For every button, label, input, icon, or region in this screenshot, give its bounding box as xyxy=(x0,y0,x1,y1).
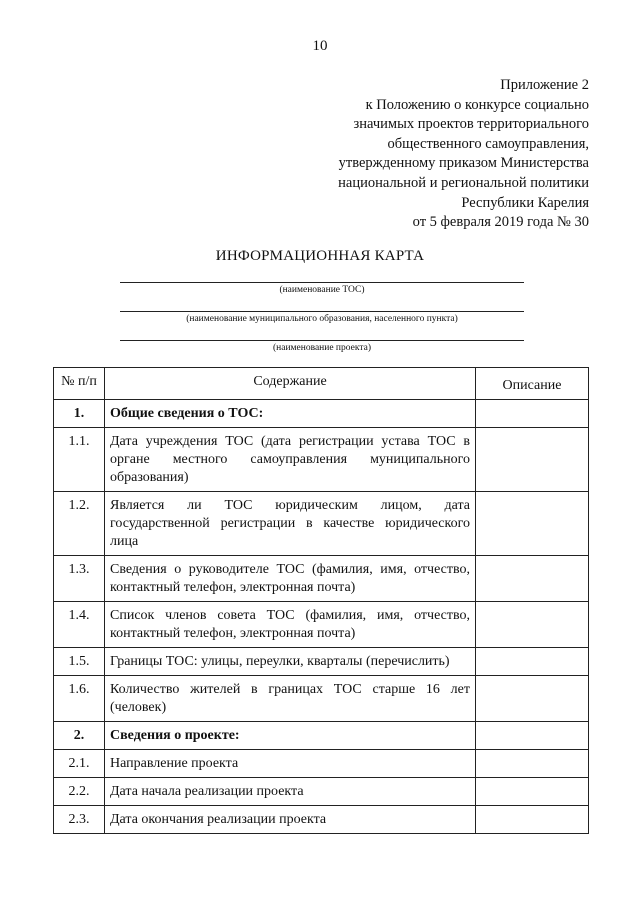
row-description-cell[interactable] xyxy=(476,722,589,750)
row-number: 1.1. xyxy=(54,428,105,492)
municipality-line xyxy=(120,311,524,312)
row-content: Общие сведения о ТОС: xyxy=(105,400,476,428)
row-number: 2.1. xyxy=(54,750,105,778)
row-content: Список членов совета ТОС (фамилия, имя, отчество, контактный телефон, электронная почта) xyxy=(105,602,476,648)
row-description-cell[interactable] xyxy=(476,778,589,806)
table-row xyxy=(54,492,589,556)
row-description-cell[interactable] xyxy=(476,806,589,834)
info-table xyxy=(53,367,589,834)
appendix-line: значимых проектов территориального xyxy=(353,116,589,133)
row-content: Сведения о руководителе ТОС (фамилия, имя, отчество, контактный телефон, электронная почта) xyxy=(105,556,476,602)
row-content: Границы ТОС: улицы, переулки, кварталы (перечислить) xyxy=(105,648,476,676)
row-content: Дата учреждения ТОС (дата регистрации устава ТОС в органе местного самоуправления муниципального образования) xyxy=(105,428,476,492)
appendix-line: общественного самоуправления, xyxy=(387,135,589,152)
municipality-caption: (наименование муниципального образования, населенного пункта) xyxy=(186,314,458,324)
row-description-cell[interactable] xyxy=(476,492,589,556)
section-row xyxy=(54,400,589,428)
appendix-block xyxy=(338,76,589,233)
appendix-line: от 5 февраля 2019 года № 30 xyxy=(412,214,589,231)
table-row xyxy=(54,556,589,602)
appendix-line: Приложение 2 xyxy=(500,77,589,93)
appendix-line: национальной и региональной политики xyxy=(338,174,589,191)
row-content: Дата окончания реализации проекта xyxy=(105,806,476,834)
row-number: 1.3. xyxy=(54,556,105,602)
appendix-line: к Положению о конкурсе социально xyxy=(365,96,589,113)
page-number: 10 xyxy=(312,38,328,54)
row-number: 1. xyxy=(54,400,105,428)
row-number: 2. xyxy=(54,722,105,750)
row-number: 1.5. xyxy=(54,648,105,676)
document-title: ИНФОРМАЦИОННАЯ КАРТА xyxy=(215,248,425,264)
header-num: № п/п xyxy=(54,368,105,400)
appendix-line: утвержденному приказом Министерства xyxy=(338,155,589,172)
row-number: 2.2. xyxy=(54,778,105,806)
row-content: Является ли ТОС юридическим лицом, дата государственной регистрации в качестве юридического лица xyxy=(105,492,476,556)
table-row xyxy=(54,428,589,492)
row-description-cell[interactable] xyxy=(476,602,589,648)
tos-name-line xyxy=(120,282,524,283)
row-description-cell[interactable] xyxy=(476,428,589,492)
row-description-cell[interactable] xyxy=(476,556,589,602)
section-row xyxy=(54,722,589,750)
row-number: 2.3. xyxy=(54,806,105,834)
table-row xyxy=(54,750,589,778)
header-description: Описание xyxy=(476,368,589,400)
table-row xyxy=(54,602,589,648)
table-row xyxy=(54,806,589,834)
row-number: 1.4. xyxy=(54,602,105,648)
row-content: Сведения о проекте: xyxy=(105,722,476,750)
table-row xyxy=(54,778,589,806)
row-number: 1.2. xyxy=(54,492,105,556)
row-description-cell[interactable] xyxy=(476,400,589,428)
table-header-row xyxy=(54,368,589,400)
row-number: 1.6. xyxy=(54,676,105,722)
appendix-line: Республики Карелия xyxy=(461,194,589,211)
row-description-cell[interactable] xyxy=(476,676,589,722)
table-row xyxy=(54,676,589,722)
tos-name-caption: (наименование ТОС) xyxy=(279,285,365,295)
row-content: Количество жителей в границах ТОС старше 16 лет (человек) xyxy=(105,676,476,722)
row-content: Дата начала реализации проекта xyxy=(105,778,476,806)
row-content: Направление проекта xyxy=(105,750,476,778)
table-row xyxy=(54,648,589,676)
project-name-line xyxy=(120,340,524,341)
row-description-cell[interactable] xyxy=(476,648,589,676)
header-content: Содержание xyxy=(105,368,476,400)
project-name-caption: (наименование проекта) xyxy=(272,343,371,353)
row-description-cell[interactable] xyxy=(476,750,589,778)
